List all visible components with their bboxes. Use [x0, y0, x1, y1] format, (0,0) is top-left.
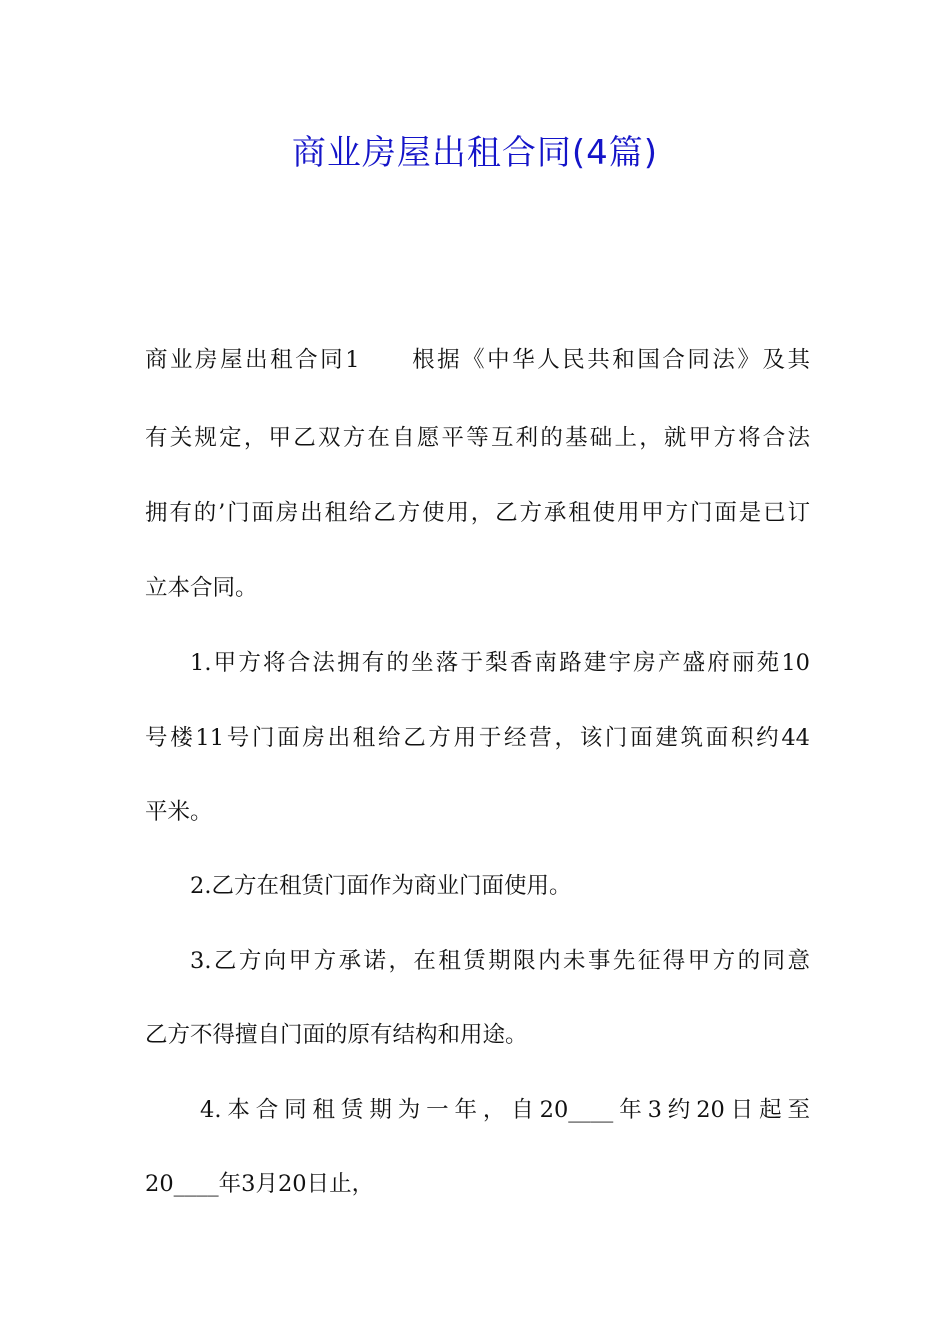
paragraph-line: 号楼11号门面房出租给乙方用于经营，该门面建筑面积约44 [145, 725, 810, 751]
paragraph-line: 1.甲方将合法拥有的坐落于梨香南路建宇房产盛府丽苑10 [190, 650, 810, 676]
paragraph-line: 乙方不得擅自门面的原有结构和用途。 [145, 1022, 528, 1048]
paragraph-line: 商业房屋出租合同1 根据《中华人民共和国合同法》及其 [145, 347, 810, 373]
paragraph-line: 有关规定，甲乙双方在自愿平等互利的基础上，就甲方将合法 [145, 425, 810, 451]
paragraph-line: 3.乙方向甲方承诺，在租赁期限内未事先征得甲方的同意 [190, 948, 810, 974]
document-title: 商业房屋出租合同(4篇) [291, 133, 659, 173]
paragraph-line: 立本合同。 [145, 575, 258, 601]
paragraph-line: 4.本合同租赁期为一年，自20____年3约20日起至 [200, 1097, 810, 1123]
paragraph-line: 20____年3月20日止， [145, 1171, 375, 1197]
paragraph-line: 平米。 [145, 799, 213, 825]
paragraph-line: 2.乙方在租赁门面作为商业门面使用。 [190, 873, 572, 899]
paragraph-line: 拥有的’门面房出租给乙方使用，乙方承租使用甲方门面是已订 [145, 500, 810, 526]
